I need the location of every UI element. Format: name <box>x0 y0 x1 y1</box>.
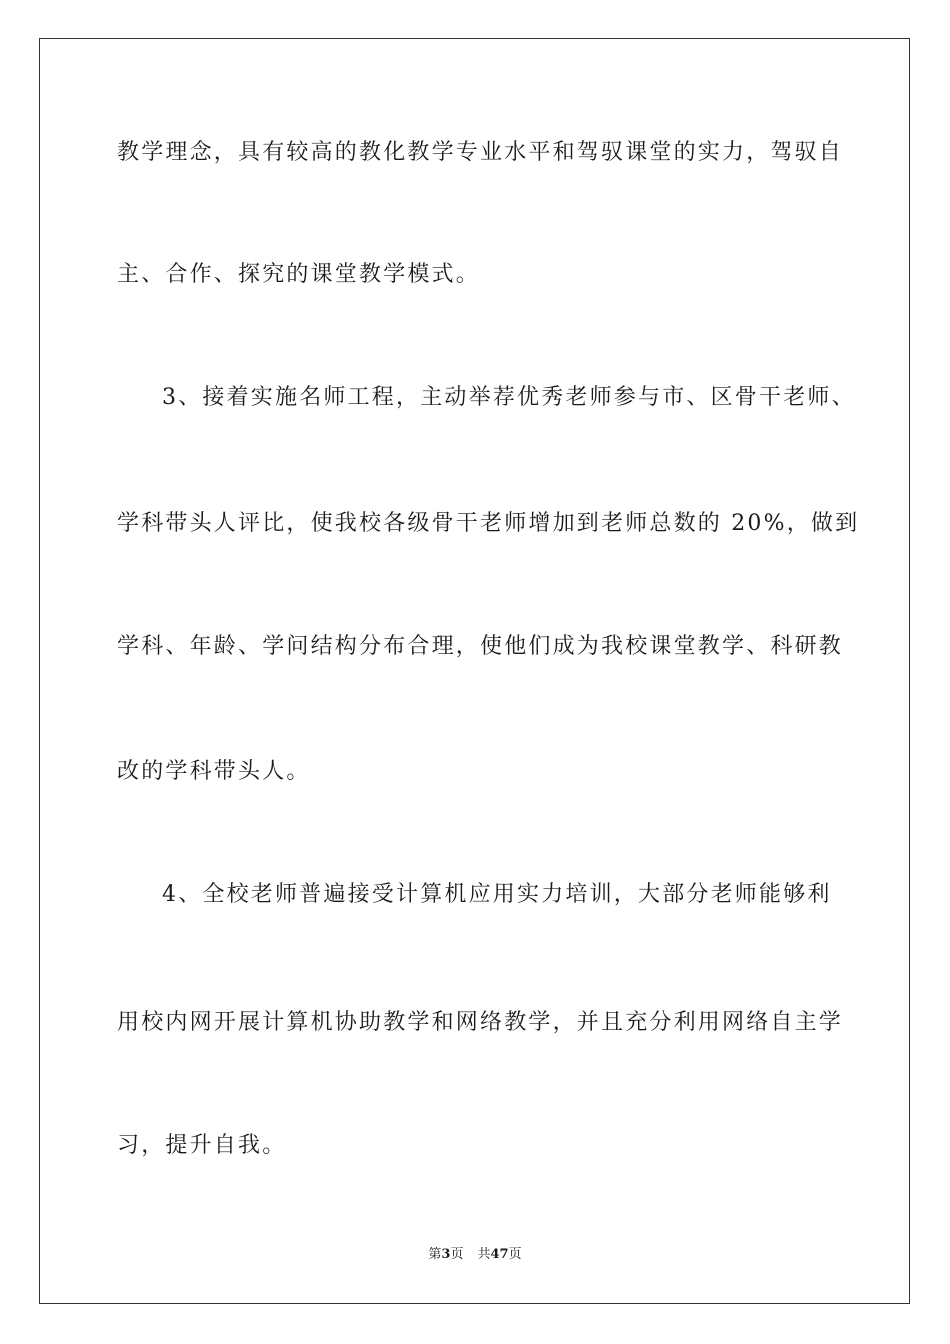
body-line-9: 习，提升自我。 <box>117 1133 287 1158</box>
body-line-4: 学科带头人评比，使我校各级骨干老师增加到老师总数的 20%，做到 <box>117 511 860 536</box>
body-line-2: 主、合作、探究的课堂教学模式。 <box>117 262 481 287</box>
paragraph-4-line-1: 4、全校老师普遍接受计算机应用实力培训，大部分老师能够利 <box>162 882 832 907</box>
paragraph-3-line-1: 3、接着实施名师工程，主动举荐优秀老师参与市、区骨干老师、 <box>162 385 856 410</box>
footer-page-suffix: 页 <box>450 1247 464 1262</box>
footer-total-pages: 47 <box>490 1247 509 1262</box>
footer-page-number: 3 <box>441 1247 451 1262</box>
body-line-1: 教学理念，具有较高的教化教学专业水平和驾驭课堂的实力，驾驭自 <box>117 140 844 165</box>
footer-total-prefix: 共 <box>477 1247 491 1262</box>
body-line-5: 学科、年龄、学问结构分布合理，使他们成为我校课堂教学、科研教 <box>117 634 844 659</box>
page-border <box>39 38 910 1304</box>
page-footer <box>0 1246 950 1264</box>
footer-page-prefix: 第 <box>428 1247 442 1262</box>
body-line-6: 改的学科带头人。 <box>117 759 311 784</box>
body-line-8: 用校内网开展计算机协助教学和网络教学，并且充分利用网络自主学 <box>117 1010 844 1035</box>
footer-total-suffix: 页 <box>508 1247 522 1262</box>
